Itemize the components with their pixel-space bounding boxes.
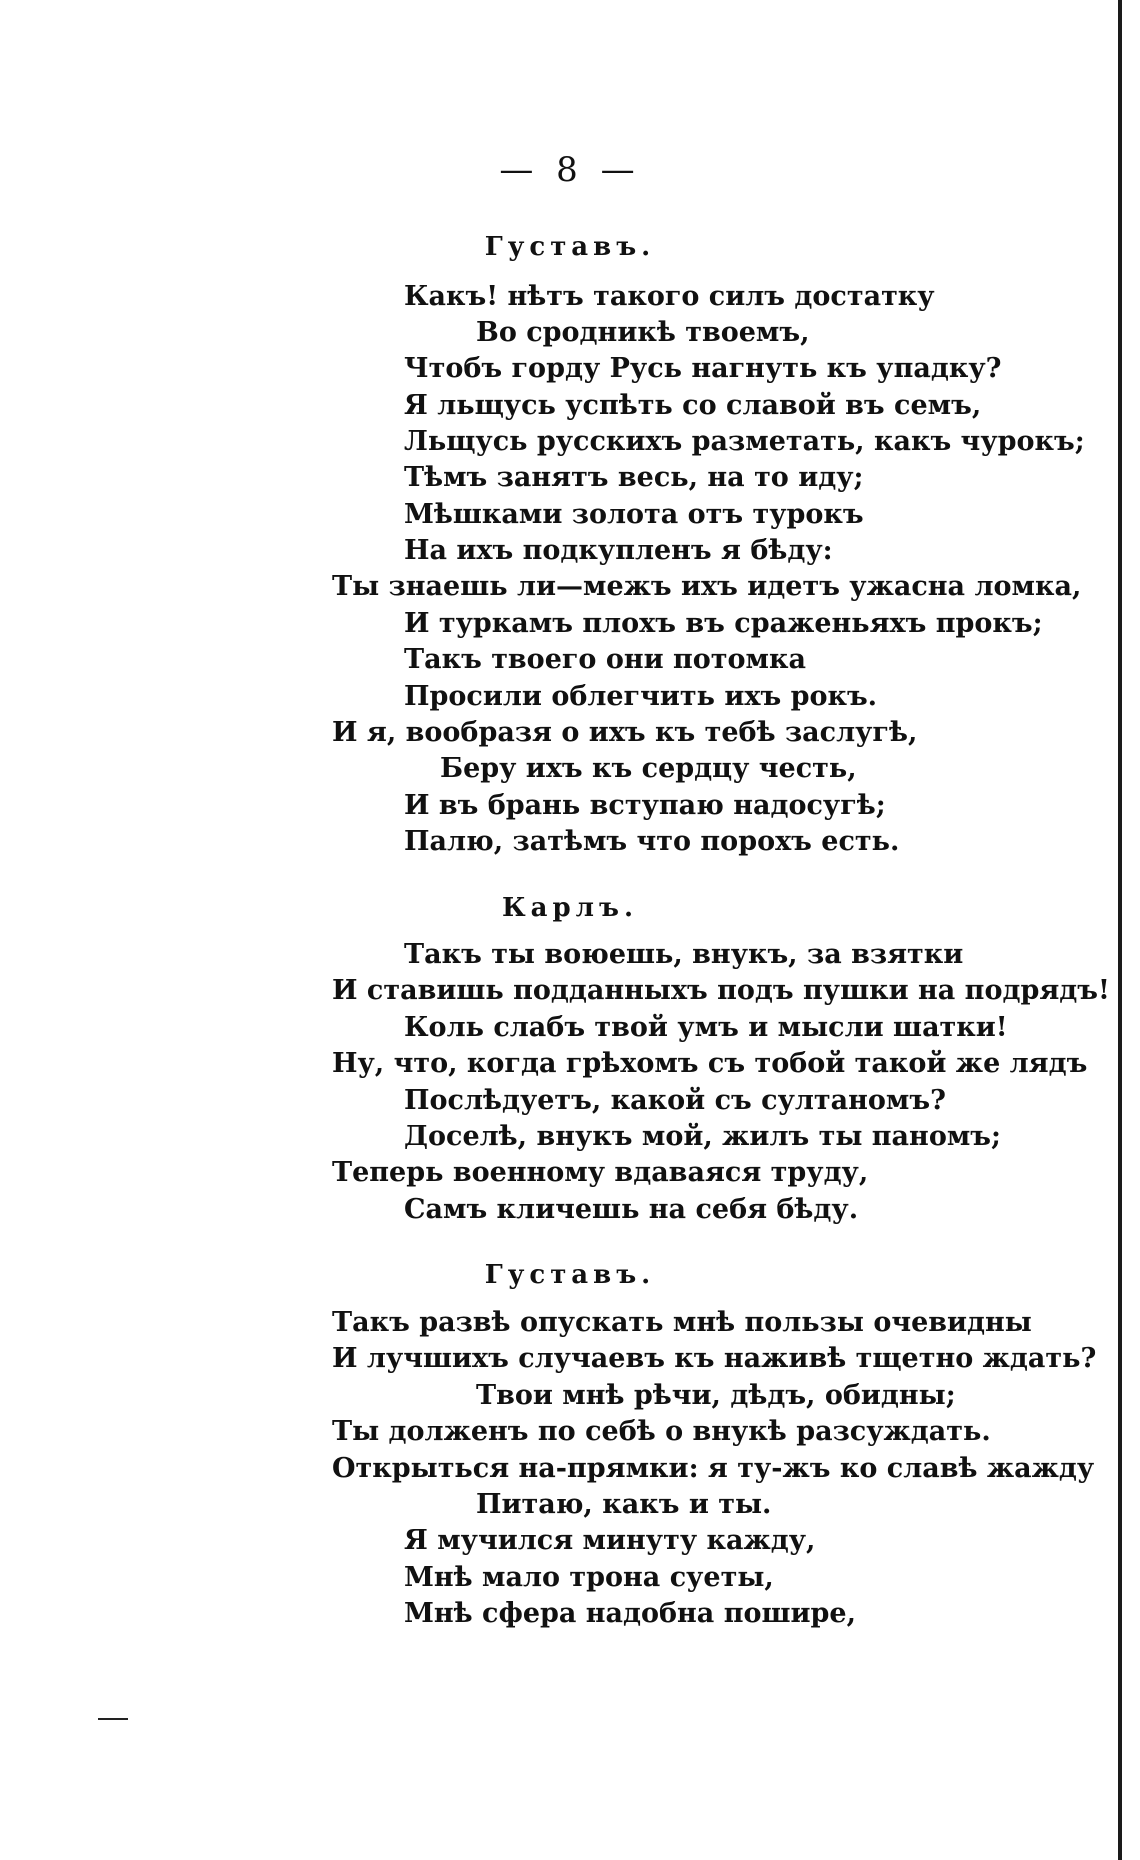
- verse-line: Коль слабъ твой умъ и мысли шатки!: [404, 1012, 1008, 1043]
- verse-line: Открыться на-прямки: я ту-жъ ко славѣ жажду: [332, 1453, 1095, 1484]
- verse-line: Мнѣ сфера надобна пошире,: [404, 1598, 856, 1629]
- page-number: — 8 —: [499, 150, 641, 190]
- verse-line: Доселѣ, внукъ мой, жилъ ты паномъ;: [404, 1121, 1001, 1152]
- verse-line: И въ брань вступаю надосугѣ;: [404, 790, 886, 821]
- verse-line: Во сродникѣ твоемъ,: [476, 317, 810, 348]
- margin-mark: [98, 1718, 128, 1720]
- verse-line: Палю, затѣмъ что порохъ есть.: [404, 826, 900, 857]
- verse-line: Самъ кличешь на себя бѣду.: [404, 1194, 859, 1225]
- verse-line: Ты долженъ по себѣ о внукѣ разсуждать.: [332, 1416, 991, 1447]
- verse-line: Такъ твоего они потомка: [404, 644, 806, 675]
- verse-line: Я льщусь успѣть со славой въ семъ,: [404, 390, 982, 421]
- verse-line: Теперь военному вдаваяся труду,: [332, 1157, 869, 1188]
- verse-line: Беру ихъ къ сердцу честь,: [440, 753, 857, 784]
- speaker-heading: Густавъ.: [484, 1260, 656, 1290]
- verse-line: И лучшихъ случаевъ къ наживѣ тщетно ждать?: [332, 1343, 1097, 1374]
- verse-line: И туркамъ плохъ въ сраженьяхъ прокъ;: [404, 608, 1043, 639]
- verse-line: Я мучился минуту кажду,: [404, 1525, 816, 1556]
- verse-line: Послѣдуетъ, какой съ султаномъ?: [404, 1085, 946, 1116]
- verse-line: Твои мнѣ рѣчи, дѣдъ, обидны;: [476, 1380, 956, 1411]
- speaker-heading: Карлъ.: [501, 893, 638, 923]
- verse-line: Мнѣ мало трона суеты,: [404, 1562, 774, 1593]
- verse-line: Тѣмъ занятъ весь, на то иду;: [404, 462, 864, 493]
- verse-line: Льщусь русскихъ разметать, какъ чурокъ;: [404, 426, 1085, 457]
- verse-line: Такъ развѣ опускать мнѣ пользы очевидны: [332, 1307, 1032, 1338]
- verse-line: Такъ ты воюешь, внукъ, за взятки: [404, 939, 964, 970]
- verse-line: Ты знаешь ли—межъ ихъ идетъ ужасна ломка,: [332, 571, 1082, 602]
- verse-line: И я, вообразя о ихъ къ тебѣ заслугѣ,: [332, 717, 918, 748]
- page-edge-line: [1118, 0, 1122, 1860]
- verse-line: Питаю, какъ и ты.: [476, 1489, 772, 1520]
- verse-line: Просили облегчить ихъ рокъ.: [404, 681, 878, 712]
- verse-line: Мѣшками золота отъ турокъ: [404, 499, 864, 530]
- speaker-heading: Густавъ.: [484, 232, 656, 262]
- verse-line: На ихъ подкупленъ я бѣду:: [404, 535, 833, 566]
- verse-line: Чтобъ горду Русь нагнуть къ упадку?: [404, 353, 1002, 384]
- verse-line: И ставишь подданныхъ подъ пушки на подрядъ!: [332, 975, 1110, 1006]
- verse-line: Ну, что, когда грѣхомъ съ тобой такой же лядъ: [332, 1048, 1088, 1079]
- verse-line: Какъ! нѣтъ такого силъ достатку: [404, 281, 935, 312]
